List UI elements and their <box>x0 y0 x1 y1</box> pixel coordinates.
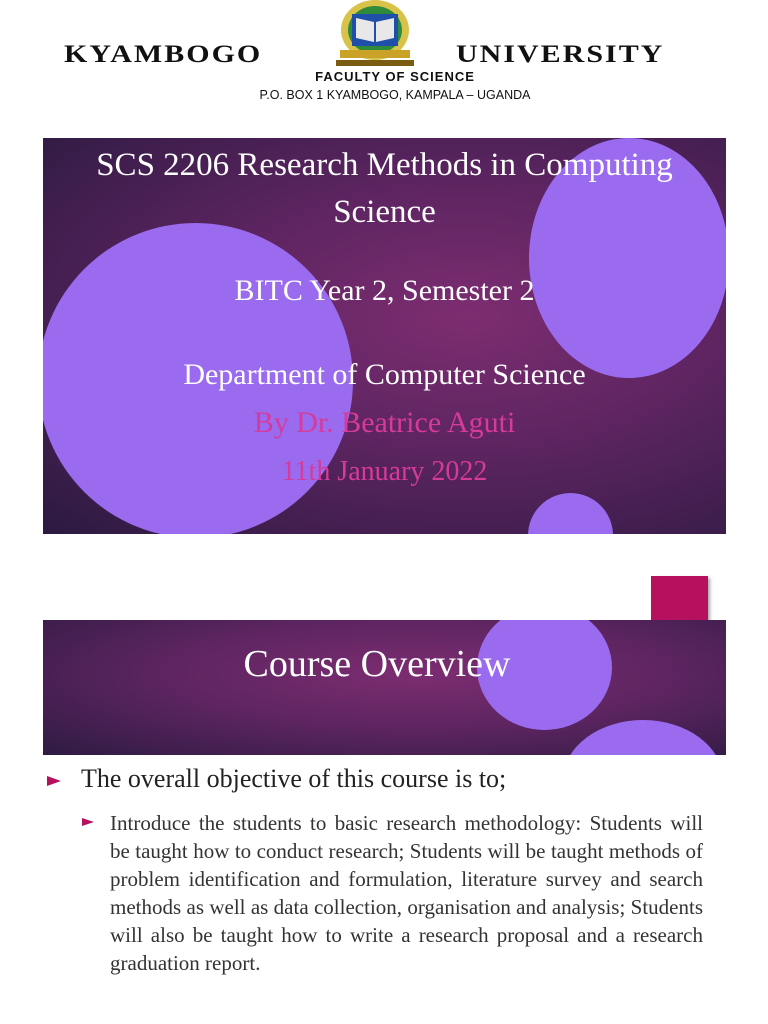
course-title: SCS 2206 Research Methods in Computing Science <box>96 147 673 230</box>
sub-bullet-arrow-icon <box>82 818 94 826</box>
overview-slide-header <box>43 620 726 755</box>
department-subtitle: Department of Computer Science <box>183 358 586 391</box>
section-title: Course Overview <box>243 643 511 685</box>
bullet-arrow-icon <box>47 776 61 786</box>
decorative-circle <box>528 493 613 534</box>
letterhead-right-word: UNIVERSITY <box>456 40 665 69</box>
letterhead-left-word: KYAMBOGO <box>64 40 263 69</box>
title-slide <box>43 138 726 534</box>
author-name: By Dr. Beatrice Aguti <box>253 406 516 439</box>
sub-bullet-item: Introduce the students to basic research methodology: Students will be taught how to conduct research; Students will be taught methods of problem identification and formulation, literature survey and search methods as well as data collection, organisation and analysis; Students will also be taught how to write a research proposal and a research graduation report. <box>110 811 703 975</box>
presentation-date: 11th January 2022 <box>281 456 488 487</box>
decorative-circle <box>563 720 723 755</box>
letterhead <box>0 0 768 132</box>
postal-address: P.O. BOX 1 KYAMBOGO, KAMPALA – UGANDA <box>259 88 531 102</box>
bullet-item: The overall objective of this course is to; <box>81 764 507 793</box>
faculty-name: FACULTY OF SCIENCE <box>315 69 475 84</box>
university-crest-icon <box>330 0 420 72</box>
program-subtitle: BITC Year 2, Semester 2 <box>234 274 535 307</box>
